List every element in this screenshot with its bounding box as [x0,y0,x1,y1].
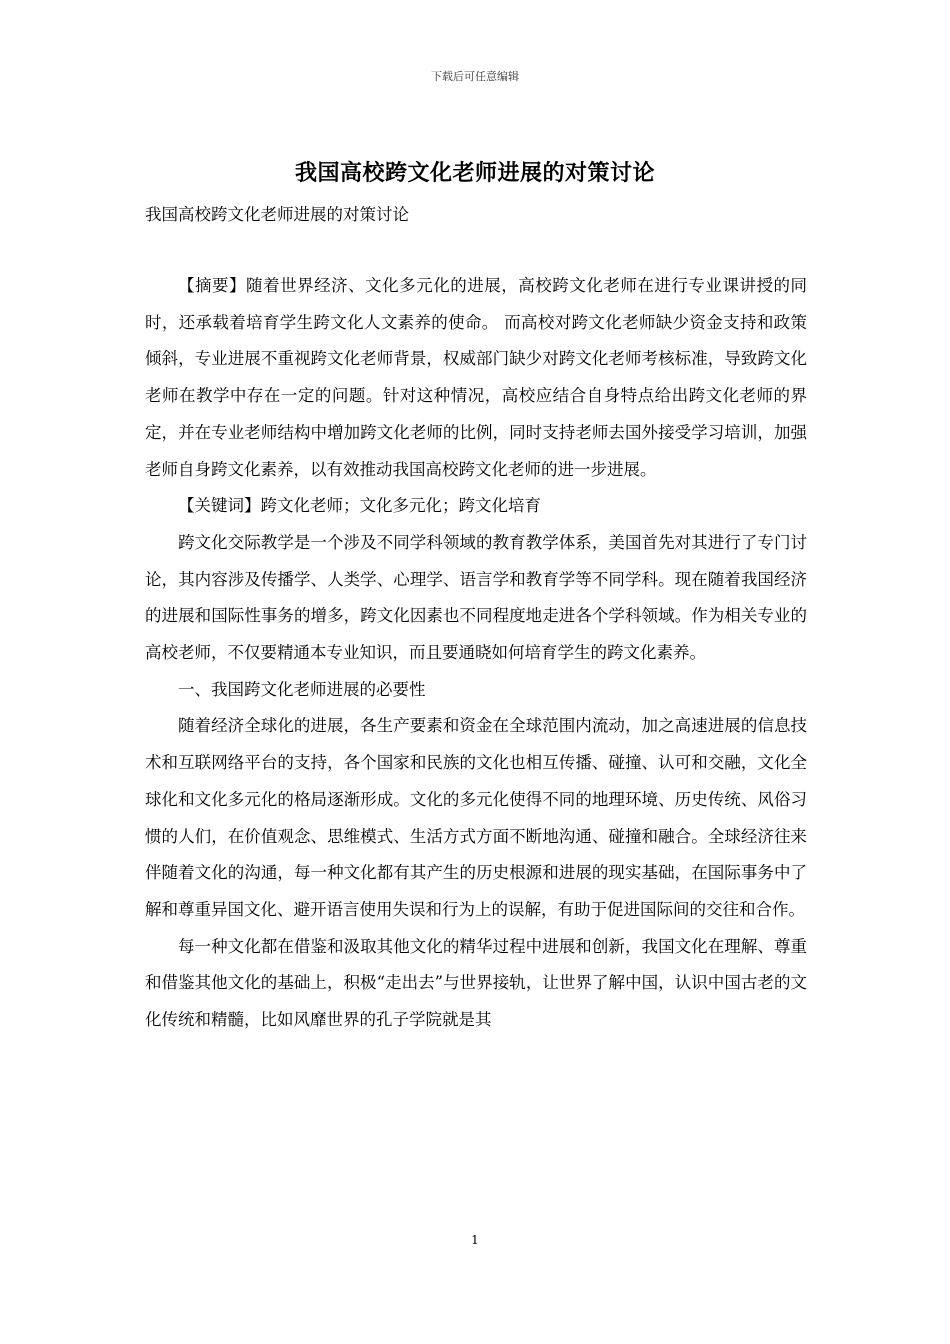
section-heading: 一、我国跨文化老师进展的必要性 [178,679,426,699]
body-paragraph: 随着经济全球化的进展，各生产要素和资金在全球范围内流动，加之高速进展的信息技术和互联网络平台的支持，各个国家和民族的文化也相互传播、碰撞、认可和交融，文化全球化和文化多元化的格局逐渐形成。文化的多元化使得不同的地理环境、历史传统、风俗习惯的人们，在价值观念、思维模式、生活方式方面不断地沟通、碰撞和融合。全球经济往来伴随着文化的沟通，每一种文化都有其产生的历史根源和进展的现实基础，在国际事务中了解和尊重异国文化、避开语言使用失误和行为上的误解，有助于促进国际间的交往和合作。 [145,716,807,919]
intro-paragraph: 跨文化交际教学是一个涉及不同学科领域的教育教学体系，美国首先对其进行了专门讨论，其内容涉及传播学、人类学、心理学、语言学和教育学等不同学科。现在随着我国经济的进展和国际性事务的增多，跨文化因素也不同程度地走进各个学科领域。作为相关专业的高校老师，不仅要精通本专业知识，而且要通晓如何培育学生的跨文化素养。 [145,532,807,663]
document-title: 我国高校跨文化老师进展的对策讨论 [294,160,655,186]
page-number: 1 [471,1233,479,1247]
abstract-paragraph: 【摘要】随着世界经济、文化多元化的进展，高校跨文化老师在进行专业课讲授的同时，还承载着培育学生跨文化人文素养的使命。 而高校对跨文化老师缺少资金支持和政策倾斜，专业进展不重视跨文化老师背景，权威部门缺少对跨文化老师考核标准，导致跨文化老师在教学中存在一定的问题。针对这种情况，高校应结合自身特点给出跨文化老师的界定，并在专业老师结构中增加跨文化老师的比例，同时支持老师去国外接受学习培训，加强老师自身跨文化素养，以有效推动我国高校跨文化老师的进一步进展。 [145,276,807,479]
document-body [145,268,807,1039]
page-header-note: 下载后可任意编辑 [431,70,519,83]
keywords-paragraph: 【关键词】跨文化老师；文化多元化；跨文化培育 [178,496,541,516]
body-paragraph: 每一种文化都在借鉴和汲取其他文化的精华过程中进展和创新，我国文化在理解、尊重和借鉴其他文化的基础上，积极“走出去”与世界接轨，让世界了解中国，认识中国古老的文化传统和精髓，比如风靡世界的孔子学院就是其 [145,936,807,1030]
document-subtitle: 我国高校跨文化老师进展的对策讨论 [145,205,409,224]
